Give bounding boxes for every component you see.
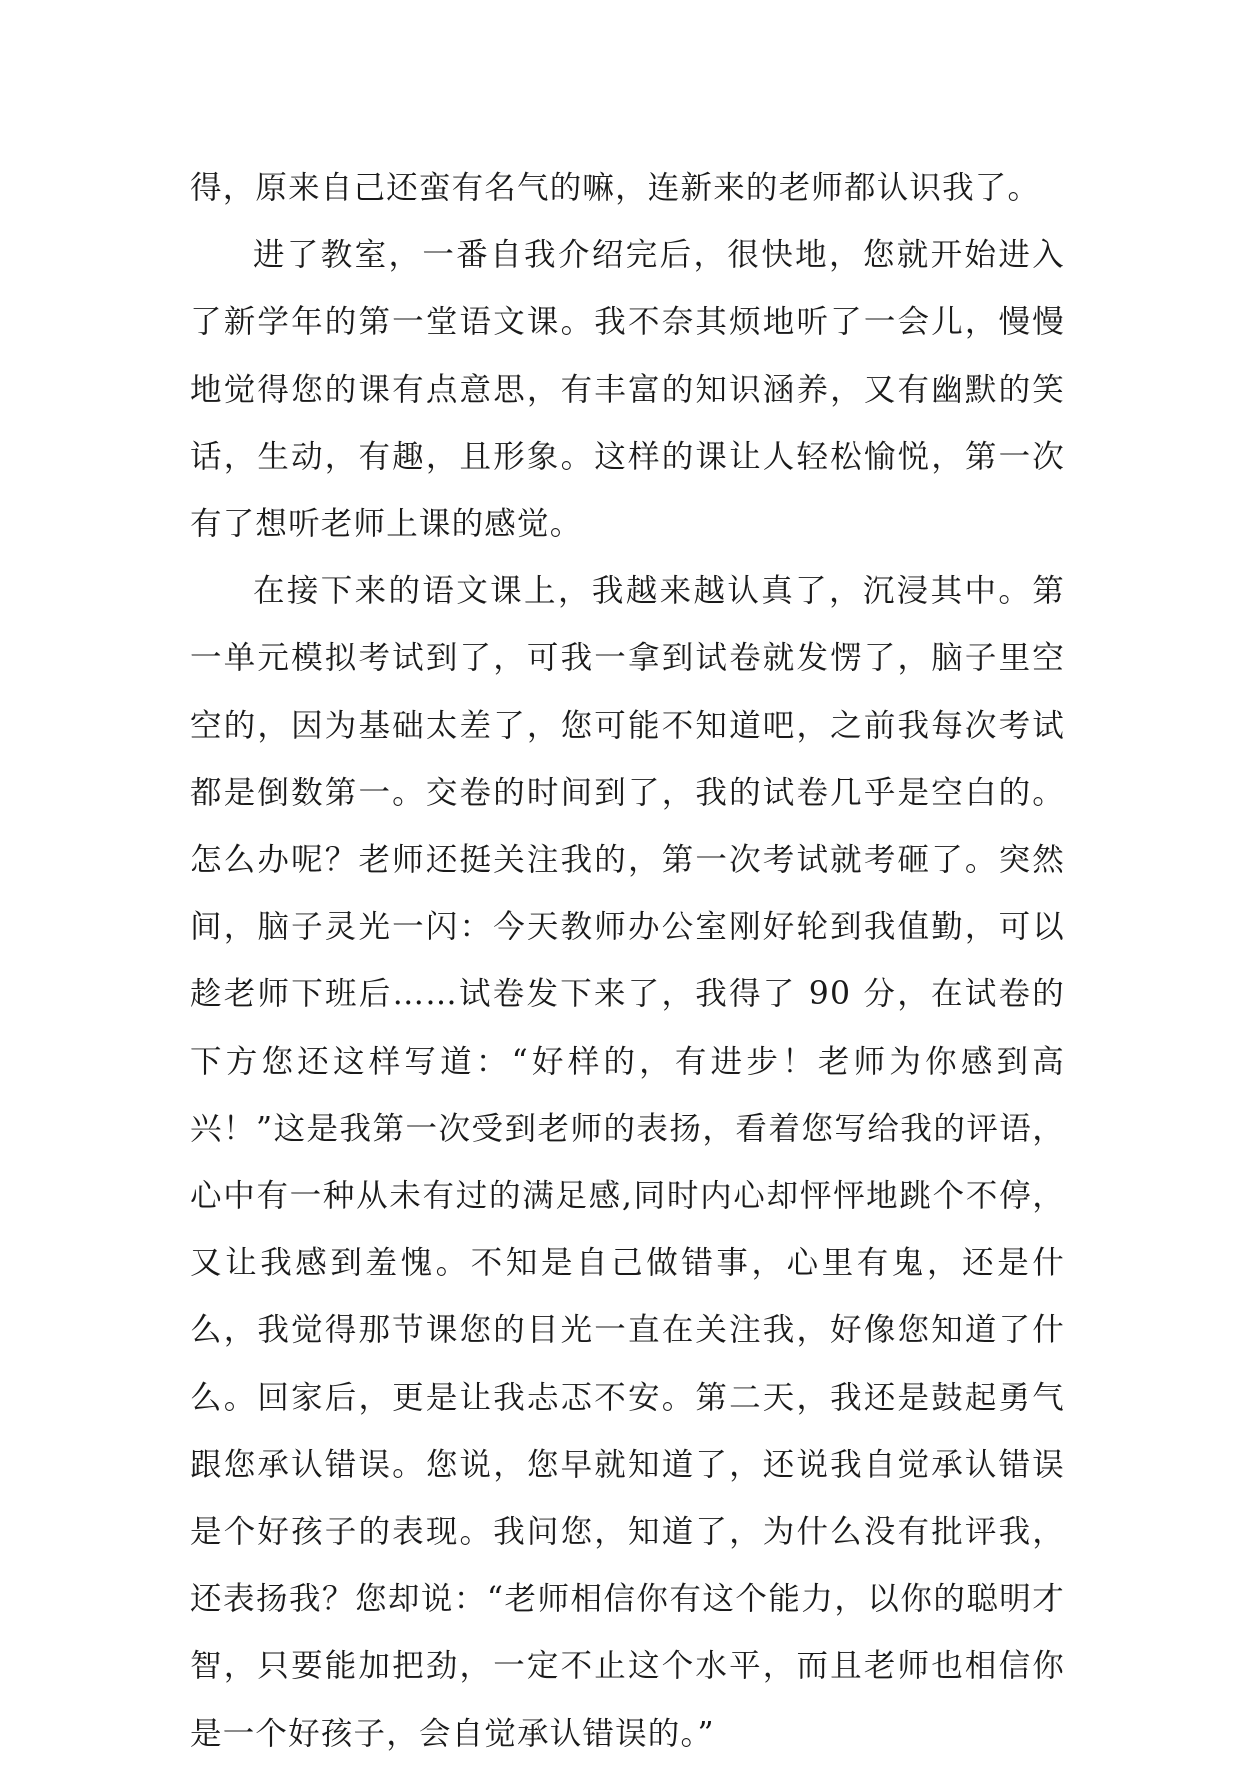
paragraph: 进了教室，一番自我介绍完后，很快地，您就开始进入了新学年的第一堂语文课。我不奈其烦地听了一会儿，慢慢地觉得您的课有点意思，有丰富的知识涵养，又有幽默的笑话，生动，有趣，且形象。这样的课让人轻松愉悦，第一次有了想听老师上课的感觉。 (190, 237, 1065, 543)
document-body (190, 155, 1065, 1768)
paragraph: 得，原来自己还蛮有名气的嘛，连新来的老师都认识我了。 (190, 170, 1041, 206)
paragraph: 在接下来的语文课上，我越来越认真了，沉浸其中。第一单元模拟考试到了，可我一拿到试卷就发愣了，脑子里空空的，因为基础太差了，您可能不知道吧，之前我每次考试都是倒数第一。交卷的时间到了，我的试卷几乎是空白的。怎么办呢？老师还挺关注我的，第一次考试就考砸了。突然间，脑子灵光一闪：今天教师办公室刚好轮到我值勤，可以趁老师下班后……试卷发下来了，我得了 90 分，在试卷的下方您还这样写道：“好样的，有进步！老师为你感到高兴！”这是我第一次受到老师的表扬，看着您写给我的评语，心中有一种从未有过的满足感,同时内心却怦怦地跳个不停，又让我感到羞愧。不知是自己做错事，心里有鬼，还是什么，我觉得那节课您的目光一直在关注我，好像您知道了什么。回家后，更是让我忐忑不安。第二天，我还是鼓起勇气跟您承认错误。您说，您早就知道了，还说我自觉承认错误是个好孩子的表现。我问您，知道了，为什么没有批评我，还表扬我？您却说：“老师相信你有这个能力，以你的聪明才智，只要能加把劲，一定不止这个水平，而且老师也相信你是一个好孩子，会自觉承认错误的。” (190, 573, 1065, 1752)
